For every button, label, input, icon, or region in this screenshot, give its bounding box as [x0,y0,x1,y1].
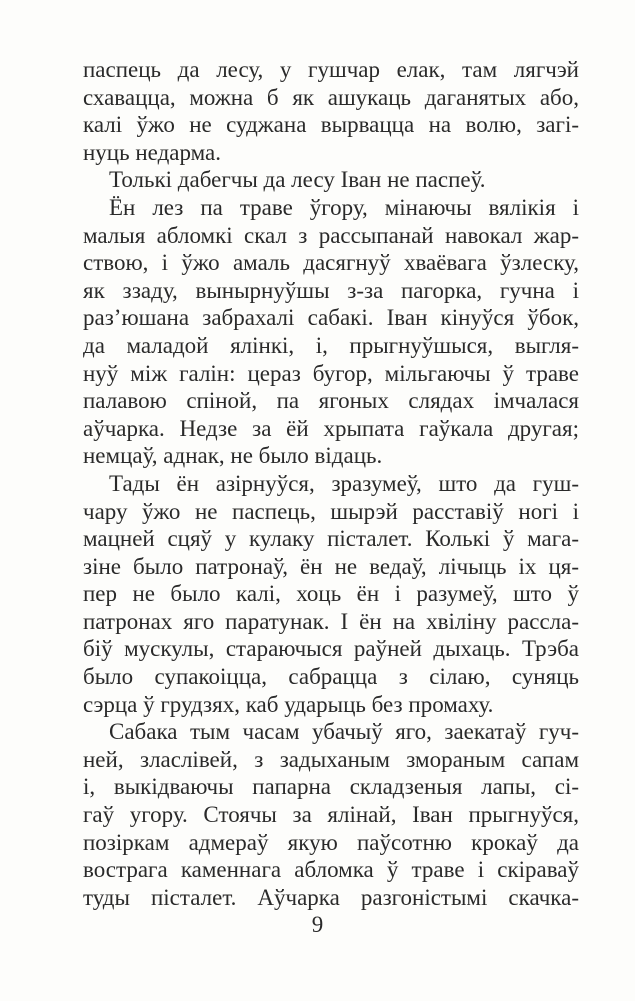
text-line: раз’юшана забрахалі сабакі. Іван кінуўся ўбок, [83,305,579,331]
text-line: вострага каменнага абломка ў траве і скіраваў [83,857,579,883]
text-line: паспець да лесу, у гушчар елак, там лягчэй [83,57,579,82]
page-number: 9 [311,912,324,937]
text-line: немцаў, аднак, не было відаць. [83,443,383,469]
text-line: Толькі дабегчы да лесу Іван не паспеў. [109,167,486,193]
text-line: ствою, і ўжо амаль дасягнуў хваёвага ўзлеску, [83,250,579,276]
text-line: сэрца ў грудзях, каб ударыць без промаху. [83,691,494,717]
text-line: нуў між галін: цераз бугор, мільгаючы ў траве [83,360,579,386]
text-line: біў мускулы, стараючыся раўней дыхаць. Трэба [83,636,579,662]
text-line: зіне было патронаў, ён не ведаў, лічыць іх ця- [83,553,579,579]
text-line: як ззаду, вынырнуўшы з-за пагорка, гучна і [83,277,579,303]
text-line: пер не было калі, хоць ён і разумеў, што ў [83,581,579,607]
text-line: малыя абломкі скал з рассыпанай навокал жар- [83,222,579,248]
text-line: чару ўжо не паспець, шырэй расставіў ногі і [83,498,579,524]
text-line: позіркам адмераў якую паўсотню крокаў да [83,829,579,855]
text-line: аўчарка. Недзе за ёй хрыпата гаўкала другая; [83,415,579,441]
text-line: нуць недарма. [83,139,221,165]
paragraph [83,166,579,194]
text-line: мацней сцяў у кулаку пісталет. Колькі ў мага- [83,526,579,552]
text-line: схавацца, можна б як ашукаць даганятых або, [83,84,579,110]
text-line: Сабака тым часам убачыў яго, заекатаў гуч- [109,719,579,745]
paragraph [83,470,579,718]
paragraph [83,194,579,470]
text-line: было супакоіцца, сабрацца з сілаю, суняць [83,664,579,690]
text-line: туды пісталет. Аўчарка разгоністымі скачка- [83,884,579,910]
text-line: Ён лез па траве ўгору, мінаючы вялікія і [109,194,579,220]
text-line: патронах яго паратунак. І ён на хвіліну расслa- [83,608,579,634]
text-line: Тады ён азірнуўся, зразумеў, што да гуш- [109,470,579,496]
paragraph [83,56,579,166]
text-line: і, выкідваючы папарна складзеныя лапы, сі- [83,774,579,800]
text-line: палавою спіной, па ягоных слядах імчалася [83,388,579,414]
text-line: да маладой ялінкі, і, прыгнуўшыся, выгля- [83,332,579,358]
text-line: ней, зласлівей, з задыханым змораным сапам [83,746,579,772]
paragraph [83,718,579,911]
page-text [83,56,579,911]
text-line: гаў угору. Стоячы за ялінай, Іван прыгнуўся, [83,802,579,828]
text-line: калі ўжо не суджана вырвацца на волю, загі- [83,112,579,138]
